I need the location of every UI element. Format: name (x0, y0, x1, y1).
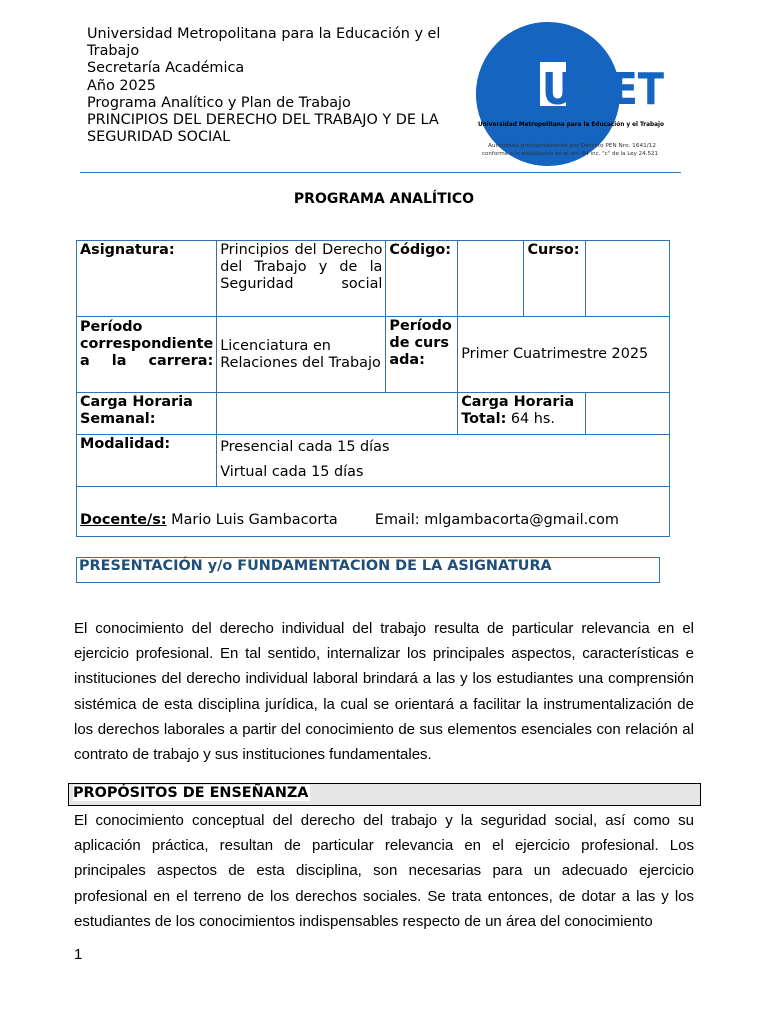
modalidad-virtual: Virtual cada 15 días (220, 464, 364, 480)
umet-logo-auth-1: Autorizada provisoriamente por Decreto PEN Nro. 1641/12 (488, 143, 656, 149)
asignatura-value: Principios del Derecho del Trabajo y de la Seguridad social (217, 241, 386, 317)
section-presentacion-heading: PRESENTACIÓN y/o FUNDAMENTACION DE LA ASIGNATURA (79, 558, 552, 574)
email-label: Email: (374, 512, 420, 528)
codigo-label: Código: (386, 241, 458, 317)
carga-total-label: Carga Horaria Total: (461, 394, 575, 427)
header-rule (80, 172, 681, 173)
umet-logo-auth-2: conforme a lo establecido en el art. 64 inc. "c" de la Ley 24.521 (482, 151, 658, 157)
docente-label: Docente/s: (80, 512, 167, 528)
header-year: Año 2025 (87, 77, 156, 94)
cursada-label: Período de cursada: (386, 317, 458, 393)
docente-row (77, 487, 670, 537)
carga-empty (586, 393, 670, 435)
section-propositos-body: El conocimiento conceptual del derecho del trabajo y la seguridad social, así como su aplicación práctica, resultan de particular relevancia en el ejercicio profesional. Los principales aspectos de esta disciplina, son necesarias para un adecuado ejercicio profesional en el terreno de los derechos sociales. Se trata entonces, de dotar a las y los estudiantes de los conocimientos indispensables respecto de un área del conocimiento (74, 812, 694, 930)
header-university: Universidad Metropolitana para la Educación y el Trabajo (87, 26, 441, 60)
header-program: Programa Analítico y Plan de Trabajo (87, 94, 351, 111)
carga-total-cell (458, 393, 586, 435)
docente-value: Mario Luis Gambacorta (171, 512, 338, 528)
modalidad-presencial: Presencial cada 15 días (220, 439, 390, 455)
codigo-value (458, 241, 524, 317)
page-number: 1 (74, 946, 83, 963)
asignatura-label: Asignatura: (77, 241, 217, 317)
section-propositos-heading: PROPÓSITOS DE ENSEÑANZA (73, 785, 309, 801)
document-header (87, 26, 459, 146)
periodo-value: Licenciatura en Relaciones del Trabajo (217, 317, 386, 393)
header-subject: PRINCIPIOS DEL DERECHO DEL TRABAJO Y DE LA SEGURIDAD SOCIAL (87, 112, 439, 146)
umet-logo-mark: UMET (542, 64, 664, 115)
curso-label: Curso: (524, 241, 586, 317)
modalidad-value (217, 435, 670, 487)
cursada-value: Primer Cuatrimestre 2025 (458, 317, 670, 393)
curso-value (586, 241, 670, 317)
carga-semanal-label: Carga Horaria Semanal: (77, 393, 217, 435)
section-presentacion-box (76, 557, 660, 583)
carga-total-value: 64 hs. (510, 411, 555, 427)
header-secretaria: Secretaría Académica (87, 60, 245, 77)
course-info-table (76, 240, 670, 537)
section-presentacion-body: El conocimiento del derecho individual del trabajo resulta de particular relevancia en el ejercicio profesional. En tal sentido, internalizar los principales aspectos, características e instituciones del derecho individual laboral brindará a las y los estudiantes una comprensión sistémica de esta disciplina jurídica, la cual se orientará a facilitar la instrumentalización de los derechos laborales a partir del conocimiento de sus elementos esenciales con relación al contrato de trabajo y sus instituciones fundamentales. (74, 620, 694, 764)
umet-logo (470, 18, 680, 168)
section-propositos-box (68, 783, 701, 806)
umet-logo-tagline: Universidad Metropolitana para la Educación y el Trabajo (478, 121, 678, 128)
document-title: PROGRAMA ANALÍTICO (293, 191, 475, 207)
email-value: mlgambacorta@gmail.com (424, 512, 619, 528)
modalidad-label: Modalidad: (77, 435, 217, 487)
carga-semanal-value (217, 393, 458, 435)
periodo-label: Período correspondiente a la carrera: (77, 317, 217, 393)
